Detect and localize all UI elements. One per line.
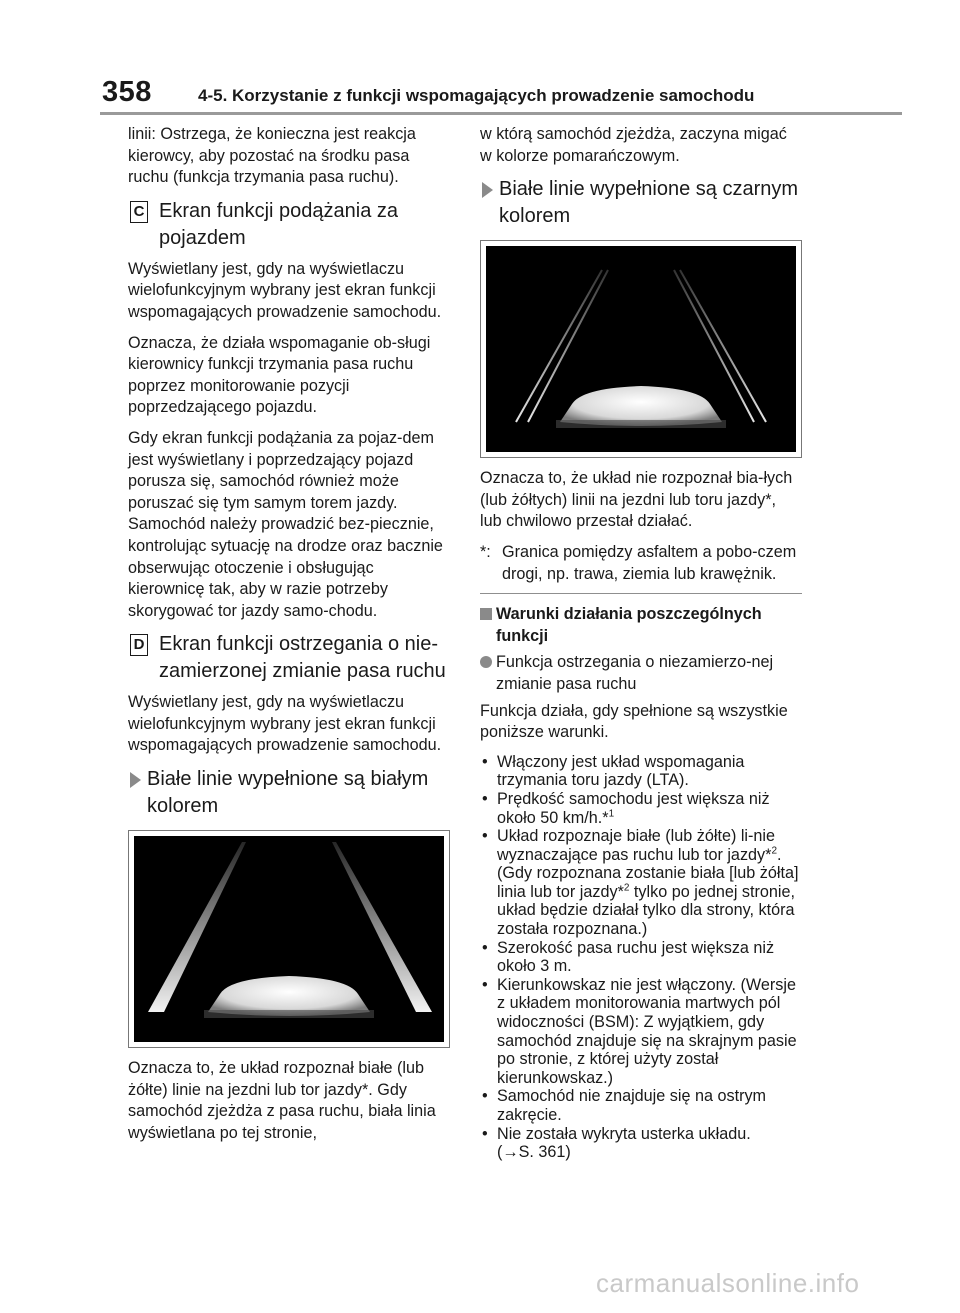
page-reference-link[interactable]: (→S. 361) — [497, 1143, 571, 1162]
section-d-title: Ekran funkcji ostrzegania o nie-zamierzonej zmianie pasa ruchu — [159, 633, 446, 683]
section-divider — [480, 593, 802, 594]
footnote-mark: *: — [480, 542, 491, 561]
white-lines-heading — [128, 766, 450, 820]
section-c-heading — [128, 198, 450, 252]
list-bullet: • — [482, 975, 488, 994]
footnote-ref: 2 — [623, 882, 630, 894]
list-item — [480, 790, 802, 827]
list-item — [480, 939, 802, 976]
triangle-bullet-icon — [130, 772, 141, 788]
white-lines-figure — [128, 830, 450, 1048]
section-d-heading — [128, 631, 450, 685]
header-rule — [100, 112, 902, 115]
white-lines-title: Białe linie wypełnione są białym kolorem — [147, 768, 429, 818]
white-lines-paragraph: Oznacza to, że układ rozpoznał białe (lub żółte) linie na jezdni lub tor jazdy*. Gdy samochód zjeżdża z pasa ruchu, biała linia wyświetlana po tej stronie, — [128, 1059, 436, 1142]
car-body-shadow — [556, 420, 726, 428]
conditions-list — [480, 753, 802, 1162]
list-bullet: • — [482, 1124, 488, 1143]
list-item — [480, 1087, 802, 1124]
black-lines-heading — [480, 176, 802, 230]
list-bullet: • — [482, 827, 488, 846]
list-item — [480, 976, 802, 1088]
right-column — [480, 124, 802, 1162]
list-item-text: Nie została wykryta usterka układu. — [497, 1124, 751, 1143]
lane-display-black-illustration — [486, 246, 796, 452]
list-item-text: Prędkość samochodu jest większa niż około 50 km/h.* — [497, 789, 770, 827]
footnote-ref: 2 — [771, 845, 777, 857]
footnote — [480, 542, 802, 585]
page-header — [0, 0, 960, 120]
list-bullet: • — [482, 1087, 488, 1106]
triangle-bullet-icon — [482, 182, 493, 198]
intro-paragraph: linii: Ostrzega, że konieczna jest reakcja kierowcy, aby pozostać na środku pasa ruchu (funkcja trzymania pasa ruchu). — [128, 125, 416, 187]
list-bullet: • — [482, 938, 488, 957]
list-bullet: • — [482, 752, 488, 771]
car-body-shadow — [204, 1010, 374, 1018]
list-item-text: Samochód nie znajduje się na ostrym zakręcie. — [497, 1087, 767, 1124]
lane-departure-heading — [480, 652, 802, 695]
black-lines-paragraph: Oznacza to, że układ nie rozpoznał bia-łych (lub żółtych) linii na jezdni lub toru jazdy*, lub chwilowo przestał działać. — [480, 469, 793, 531]
list-item-text: Kierunkowskaz nie jest włączony. (Wersje z układem monitorowania martwych pól widoczności (BSM): Z wyjątkiem, gdy samochód znajduje się na skrajnym pasie po stronie, z której użyty został kierunkowskaz.) — [497, 975, 797, 1087]
lane-departure-heading-text: Funkcja ostrzegania o niezamierzo-nej zmianie pasa ruchu — [496, 653, 774, 693]
list-item-text: Układ rozpoznaje białe (lub żółte) li-nie wyznaczające pas ruchu lub tor jazdy* — [497, 827, 776, 864]
continued-paragraph: w którą samochód zjeżdża, zaczyna migać w kolorze pomarańczowym. — [480, 125, 787, 165]
list-item-text: . (Gdy rozpoznana zostanie biała [lub żółta] linia lub tor jazdy* — [497, 845, 799, 901]
section-c-paragraph-3: Gdy ekran funkcji podążania za pojaz-dem jest wyświetlany i poprzedzający pojazd porusza się, samochód również może poruszać się tym samym torem jazdy. Samochód należy prowadzić bez-piecznie, kontrolując sytuację na drodze oraz bacznie obserwując otoczenie i obsługując kierownicę tak, aby w razie potrzeby skorygować tor jazdy samo-chodu. — [128, 428, 443, 620]
black-lines-figure — [480, 240, 802, 458]
conditions-heading-text: Warunki działania poszczególnych funkcji — [496, 605, 762, 645]
chapter-title: 4-5. Korzystanie z funkcji wspomagających prowadzenie samochodu — [198, 86, 755, 105]
list-item-text: Szerokość pasa ruchu jest większa niż około 3 m. — [497, 938, 775, 976]
black-lines-title: Białe linie wypełnione są czarnym kolorem — [499, 178, 799, 228]
watermark: carmanualsonline.info — [596, 1268, 860, 1298]
section-c-letter: C — [130, 201, 148, 223]
section-d-letter: D — [130, 634, 148, 656]
list-item-text: Włączony jest układ wspomagania trzymania toru jazdy (LTA). — [497, 752, 745, 790]
list-item — [480, 1125, 802, 1162]
list-item-text: tylko po jednej stronie, układ będzie działał tylko dla strony, która została rozpoznana.) — [497, 882, 796, 939]
list-item — [480, 753, 802, 790]
list-item — [480, 827, 802, 939]
footnote-ref: 1 — [608, 808, 615, 820]
page-number: 358 — [102, 76, 152, 108]
square-bullet-icon — [480, 608, 492, 620]
section-c-title: Ekran funkcji podążania za pojazdem — [159, 199, 399, 249]
section-d-paragraph-1: Wyświetlany jest, gdy na wyświetlaczu wielofunkcyjnym wybrany jest ekran funkcji wspomagających prowadzenie samochodu. — [128, 693, 442, 755]
conditions-heading — [480, 604, 802, 647]
lane-display-white-illustration — [134, 836, 444, 1042]
section-c-paragraph-1: Wyświetlany jest, gdy na wyświetlaczu wielofunkcyjnym wybrany jest ekran funkcji wspomagających prowadzenie samochodu. — [128, 259, 442, 321]
left-column — [128, 124, 450, 1153]
conditions-intro: Funkcja działa, gdy spełnione są wszystkie poniższe warunki. — [480, 701, 788, 742]
section-c-paragraph-2: Oznacza, że działa wspomaganie ob-sługi kierownicy funkcji trzymania pasa ruchu poprzez monitorowanie pozycji poprzedzającego pojazdu. — [128, 333, 431, 417]
list-bullet: • — [482, 789, 488, 808]
footnote-text: Granica pomiędzy asfaltem a pobo-czem drogi, np. trawa, ziemia lub krawężnik. — [502, 542, 797, 583]
circle-bullet-icon — [480, 656, 492, 668]
